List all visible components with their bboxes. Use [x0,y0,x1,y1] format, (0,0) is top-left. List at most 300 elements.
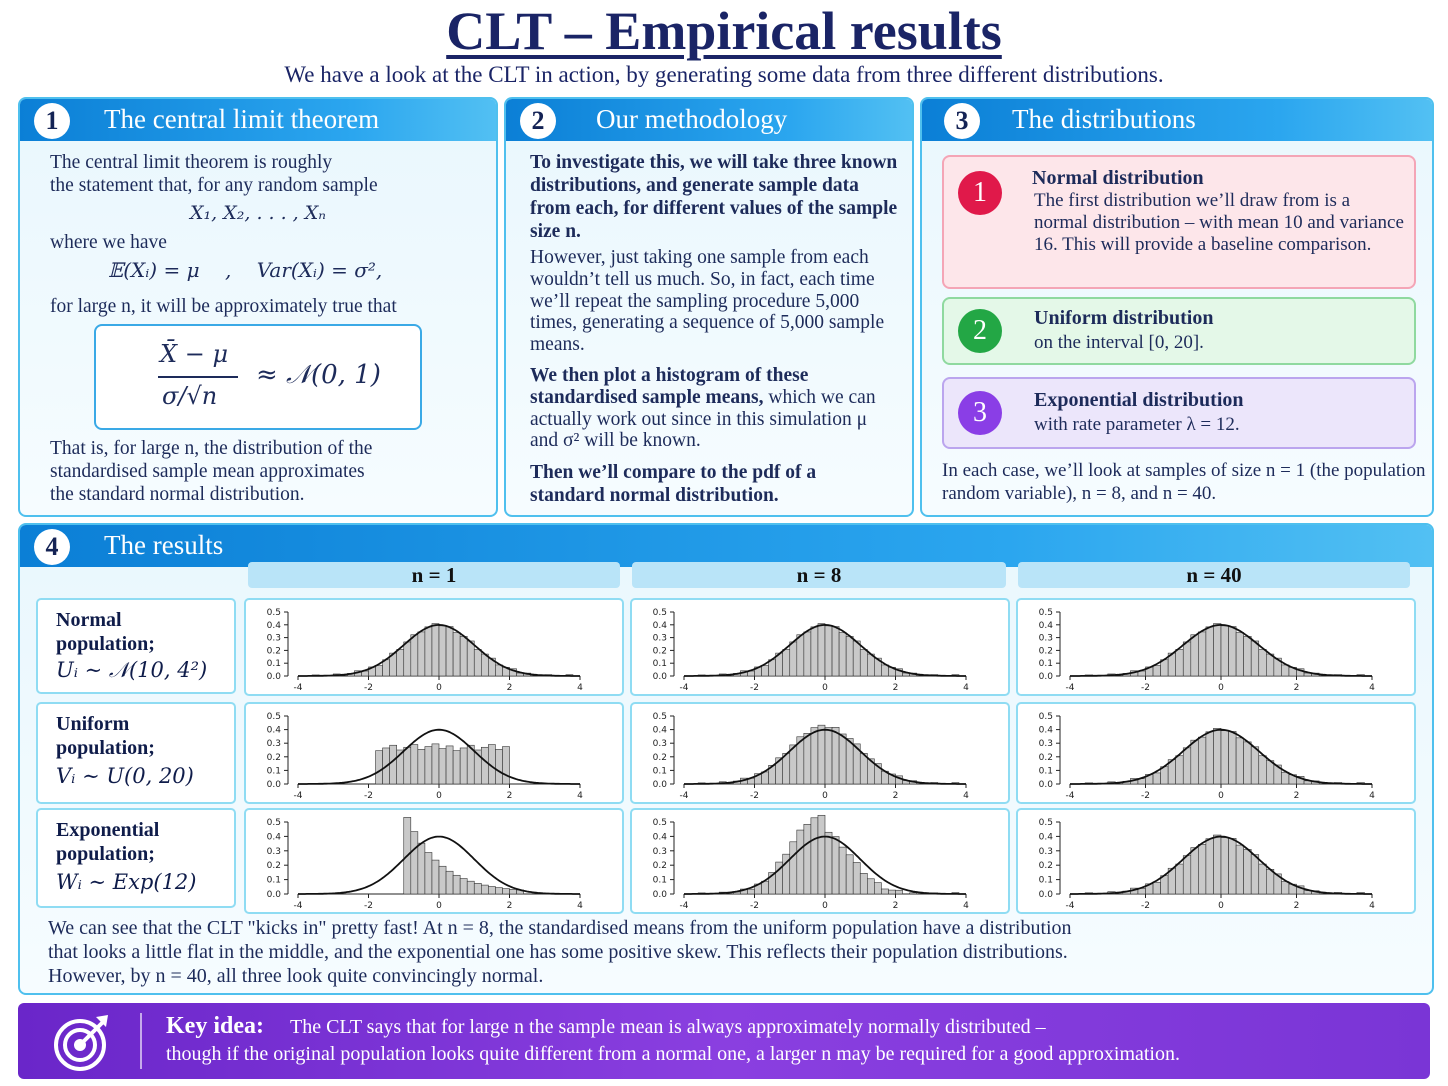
histogram-bar [1221,626,1229,676]
histogram-bar [867,879,874,894]
plot-exponential-n1 [244,808,624,914]
formula-denominator: σ/√n [162,382,218,410]
histogram-bar [1244,636,1252,676]
histogram-bar [747,889,754,894]
dist-uniform-badge: 2 [958,309,1002,353]
histogram-bar [1161,660,1169,676]
x-tick-label: 4 [963,791,969,801]
panel-title: The central limit theorem [104,104,380,134]
panel-clt [18,97,498,517]
results-summary-1: We can see that the CLT "kicks in" pretty fast! At n = 8, the standardised means from the uniform population have a distribution [48,917,1072,939]
column-header-n1: n = 1 [248,562,620,588]
histogram-bar [846,636,853,676]
histogram-bar [811,627,818,676]
histogram-bar [804,632,811,676]
y-tick-label: 0.0 [266,890,281,900]
y-tick-label: 0.5 [266,712,281,722]
y-tick-label: 0.2 [266,646,281,657]
x-tick-label: -2 [1141,791,1150,801]
row-label-normal [36,598,236,694]
x-tick-label: 2 [506,901,513,911]
y-tick-label: 0.3 [1038,846,1053,857]
histogram-bar [797,635,804,676]
histogram-bar [439,749,446,784]
panel-header [922,99,1432,141]
plot-normal-n1 [244,598,624,696]
histogram-svg [1018,704,1414,802]
histogram-bar [1244,849,1252,894]
dist-exponential-title: Exponential distribution [1034,389,1244,411]
y-tick-label: 0.2 [266,861,281,872]
dist-exponential-text: with rate parameter λ = 12. [1034,414,1240,435]
histogram-bar [432,624,439,676]
histogram-bar [1176,864,1184,894]
histogram-bar [481,654,488,676]
histogram-bar [1281,882,1289,894]
histogram-bar [453,751,460,784]
histogram-bar [1259,864,1267,894]
row-label-formula: Vᵢ ∼ U(0, 20) [56,764,194,788]
x-tick-label: 2 [1293,901,1300,911]
histogram-bar [495,888,502,894]
histogram-bar [1153,666,1161,676]
histogram-bar [1153,882,1161,894]
x-tick-label: -4 [679,901,689,911]
row-label-sub: population; [56,843,155,865]
y-tick-label: 0.4 [1038,832,1053,843]
histogram-bar [397,649,404,676]
column-header-n8: n = 8 [632,562,1006,588]
histogram-bar [818,815,825,894]
histogram-bar [1281,772,1289,784]
x-tick-label: -2 [364,683,373,693]
histogram-svg [632,704,1008,802]
x-tick-label: 0 [1218,791,1224,801]
histogram-bar [1183,856,1191,894]
histogram-bar [1206,732,1214,784]
row-label-sub: population; [56,633,155,655]
histogram-bar [1236,845,1244,894]
y-tick-label: 0.2 [652,646,667,657]
x-tick-label: -2 [1141,683,1150,693]
histogram-bar [1229,627,1237,676]
histogram-bar [1198,737,1206,784]
histogram-bar [404,747,411,784]
histogram-bar [425,627,432,676]
page-title: CLT – Empirical results [446,1,1002,61]
target-icon [50,1009,114,1073]
y-tick-label: 0.0 [1038,672,1053,682]
x-tick-label: 0 [1218,901,1224,911]
clt-text-2a: That is, for large n, the distribution of the [50,438,373,459]
formula-fraction-bar [158,376,238,378]
y-tick-label: 0.1 [652,659,667,670]
y-tick-label: 0.3 [266,739,281,750]
histogram-bar [1229,838,1237,894]
histogram-bar [881,665,888,676]
histogram-svg [246,600,622,694]
x-tick-label: -4 [679,791,689,801]
y-tick-label: 0.0 [1038,780,1053,790]
method-bold-2: We then plot a histogram of these standardised sample means, [530,365,809,408]
dist-normal-card [942,155,1416,289]
histogram-bar [797,830,804,894]
clt-large-n: for large n, it will be approximately true that [50,296,397,317]
results-summary-2: that looks a little flat in the middle, and the exponential one has some positive skew. This reflects their population distributions. [48,941,1068,963]
y-tick-label: 0.2 [266,752,281,763]
plot-normal-n40 [1016,598,1416,696]
histogram-bar [432,860,439,894]
histogram-bar [853,863,860,894]
key-idea-label: Key idea: [166,1013,264,1039]
histogram-bar [860,873,867,894]
y-tick-label: 0.1 [266,875,281,886]
histogram-bar [1251,641,1259,676]
column-header-n40: n = 40 [1018,562,1410,588]
histogram-bar [832,627,839,676]
x-tick-label: 2 [506,791,513,801]
y-tick-label: 0.2 [1038,646,1053,657]
histogram-bar [390,745,397,784]
histogram-bar [832,837,839,894]
histogram-bar [411,832,418,894]
x-tick-label: -4 [293,683,303,693]
histogram-bar [446,627,453,676]
row-label-title: Exponential [56,819,160,841]
y-tick-label: 0.1 [1038,659,1053,670]
key-idea-line2: though if the original population looks quite different from a normal one, a larger n may be required for a good approximation. [166,1043,1180,1065]
y-tick-label: 0.1 [1038,875,1053,886]
section-number-badge: 2 [520,103,556,139]
panel-methodology [504,97,914,517]
histogram-bar [1281,665,1289,676]
clt-formula-box [94,324,422,430]
panel-header [506,99,912,141]
y-tick-label: 0.3 [1038,633,1053,644]
x-tick-label: -2 [1141,901,1150,911]
y-tick-label: 0.5 [1038,818,1053,828]
histogram-svg [246,704,622,802]
method-text-1: However, just taking one sample from each wouldn’t tell us much. So, in fact, each time we’ll repeat the sampling procedure 5,000 times, generating a sequence of 5,000 sample means. [530,247,885,356]
plot-uniform-n8 [630,702,1010,804]
histogram-bar [502,889,509,894]
histogram-bar [474,883,481,894]
y-tick-label: 0.5 [1038,712,1053,722]
y-tick-label: 0.1 [652,875,667,886]
x-tick-label: 2 [892,683,899,693]
histogram-bar [1198,844,1206,894]
key-idea-line1: The CLT says that for large n the sample mean is always approximately normally distributed – [290,1016,1046,1038]
histogram-bar [818,624,825,676]
plot-uniform-n1 [244,702,624,804]
page-subtitle: We have a look at the CLT in action, by generating some data from three different distributions. [284,62,1164,87]
histogram-bar [467,881,474,894]
histogram-bar [888,890,895,894]
histogram-bar [825,832,832,894]
histogram-bar [404,642,411,676]
histogram-bar [1213,728,1221,784]
histogram-bar [1266,761,1274,784]
x-tick-label: 2 [506,683,513,693]
x-tick-label: 2 [1293,683,1300,693]
y-tick-label: 0.1 [266,766,281,777]
row-label-formula: Uᵢ ∼ 𝒩(10, 4²) [56,658,208,682]
y-tick-label: 0.4 [1038,620,1053,631]
x-tick-label: -2 [750,791,759,801]
method-text-2 [530,365,900,452]
section-number-badge: 1 [34,103,70,139]
section-number-badge: 4 [34,529,70,565]
dist-uniform-card [942,297,1416,365]
clt-text-1a: The central limit theorem is roughly [50,152,333,173]
histogram-bar [1176,649,1184,676]
x-tick-label: 0 [822,683,828,693]
x-tick-label: 4 [577,791,583,801]
dist-normal-text: The first distribution we’ll draw from is a normal distribution – with mean 10 and variance 16. This will provide a baseline comparison. [1034,190,1404,255]
row-label-uniform [36,702,236,804]
x-tick-label: -4 [1065,791,1075,801]
y-tick-label: 0.2 [1038,861,1053,872]
histogram-bar [418,843,425,894]
row-label-exponential [36,808,236,908]
y-tick-label: 0.4 [266,620,281,631]
histogram-bar [825,626,832,676]
histogram-bar [783,753,790,784]
key-divider [140,1013,142,1069]
histogram-bar [376,666,383,676]
x-tick-label: 2 [1293,791,1300,801]
y-tick-label: 0.4 [652,725,667,736]
histogram-bar [1191,740,1199,784]
histogram-bar [453,633,460,676]
histogram-bar [832,727,839,784]
x-tick-label: -4 [679,683,689,693]
clt-sample-formula: X₁, X₂, . . . , Xₙ [190,202,326,224]
dist-exponential-card [942,377,1416,449]
key-idea-banner [18,1003,1430,1079]
x-tick-label: 0 [1218,683,1224,693]
histogram-bar [1206,839,1214,894]
histogram-bar [439,866,446,894]
histogram-bar [474,649,481,676]
section-number-badge: 3 [944,103,980,139]
histogram-bar [432,744,439,784]
histogram-svg [246,810,622,912]
histogram-bar [1259,649,1267,676]
histogram-bar [460,748,467,784]
histogram-bar [874,883,881,894]
histogram-bar [446,746,453,784]
x-tick-label: -2 [750,901,759,911]
histogram-bar [411,635,418,676]
histogram-bar [495,665,502,676]
formula-approx: ≈ 𝒩(0, 1) [256,360,381,390]
histogram-bar [1191,635,1199,676]
y-tick-label: 0.0 [1038,890,1053,900]
x-tick-label: 0 [436,791,442,801]
y-tick-label: 0.4 [266,725,281,736]
y-tick-label: 0.5 [1038,608,1053,618]
panel-title: The results [104,530,224,560]
y-tick-label: 0.5 [266,818,281,828]
row-label-title: Normal [56,609,122,631]
y-tick-label: 0.0 [652,890,667,900]
histogram-bar [481,747,488,784]
dist-uniform-text: on the interval [0, 20]. [1034,332,1204,353]
histogram-bar [481,885,488,894]
histogram-bar [839,633,846,676]
histogram-bar [846,738,853,784]
y-tick-label: 0.3 [652,739,667,750]
histogram-bar [425,853,432,894]
dist-normal-title: Normal distribution [1032,167,1204,189]
histogram-bar [818,725,825,784]
clt-expectation-formula: 𝔼(Xᵢ) = μ , Var(Xᵢ) = σ², [108,258,383,282]
histogram-bar [853,641,860,676]
clt-text-1b: the statement that, for any random sample [50,175,378,196]
row-label-sub: population; [56,737,155,759]
panel-distributions [920,97,1434,517]
histogram-bar [896,890,903,894]
histogram-bar [1213,624,1221,676]
y-tick-label: 0.3 [1038,739,1053,750]
method-bold-3: Then we’ll compare to the pdf of a standard normal distribution. [530,462,817,506]
histogram-bar [453,875,460,894]
histogram-bar [811,818,818,894]
plot-exponential-n40 [1016,808,1416,914]
histogram-bar [860,753,867,784]
y-tick-label: 0.4 [1038,725,1053,736]
panel-title: The distributions [1012,104,1196,134]
histogram-bar [860,649,867,676]
histogram-bar [1161,876,1169,894]
x-tick-label: 4 [1369,901,1375,911]
x-tick-label: 4 [1369,683,1375,693]
histogram-bar [425,747,432,784]
y-tick-label: 0.3 [266,633,281,644]
histogram-bar [804,824,811,894]
plot-exponential-n8 [630,808,1010,914]
histogram-bar [1266,869,1274,894]
dist-exponential-badge: 3 [958,391,1002,435]
histogram-bar [418,632,425,676]
x-tick-label: 4 [577,683,583,693]
panel-header [20,99,496,141]
histogram-bar [790,642,797,676]
x-tick-label: -2 [364,791,373,801]
histogram-bar [1251,855,1259,894]
histogram-bar [910,893,917,894]
histogram-bar [825,728,832,784]
y-tick-label: 0.3 [652,846,667,857]
y-tick-label: 0.0 [266,780,281,790]
y-tick-label: 0.2 [652,861,667,872]
x-tick-label: 2 [892,901,899,911]
histogram-bar [376,751,383,784]
histogram-bar [411,745,418,784]
histogram-bar [418,749,425,784]
histogram-svg [1018,810,1414,912]
formula-numerator: X̄ − μ [160,340,229,368]
y-tick-label: 0.0 [266,672,281,682]
y-tick-label: 0.4 [652,620,667,631]
histogram-bar [495,749,502,784]
x-tick-label: 4 [963,901,969,911]
x-tick-label: -4 [293,791,303,801]
clt-text-2b: standardised sample mean approximates [50,461,365,482]
x-tick-label: 4 [963,683,969,693]
histogram-bar [1191,848,1199,894]
histogram-svg [632,810,1008,912]
y-tick-label: 0.3 [266,846,281,857]
histogram-bar [439,626,446,676]
histogram-bar [460,636,467,676]
y-tick-label: 0.1 [1038,766,1053,777]
histogram-bar [383,660,390,676]
dist-uniform-title: Uniform distribution [1034,307,1214,329]
dist-normal-badge: 1 [958,171,1002,215]
clt-where: where we have [50,232,167,253]
histogram-bar [1161,767,1169,784]
x-tick-label: 4 [577,901,583,911]
y-tick-label: 0.4 [266,832,281,843]
histogram-bar [811,728,818,784]
row-label-formula: Wᵢ ∼ Exp(12) [56,870,197,894]
histogram-bar [846,855,853,894]
histogram-bar [1236,738,1244,784]
histogram-bar [804,733,811,784]
y-tick-label: 0.5 [652,818,667,828]
method-text-2-rest: which we can actually work out since in this simulation μ and σ² will be known. [530,386,876,452]
histogram-svg [1018,600,1414,694]
x-tick-label: -4 [293,901,303,911]
histogram-bar [1183,642,1191,676]
y-tick-label: 0.1 [652,766,667,777]
histogram-bar [1213,835,1221,894]
histogram-bar [1229,731,1237,784]
histogram-bar [762,881,769,894]
histogram-bar [790,842,797,894]
x-tick-label: 0 [436,683,442,693]
histogram-bar [762,666,769,676]
histogram-bar [1221,838,1229,894]
y-tick-label: 0.4 [652,832,667,843]
histogram-bar [460,879,467,894]
histogram-bar [1206,627,1214,676]
histogram-bar [1266,654,1274,676]
x-tick-label: 4 [1369,791,1375,801]
histogram-bar [783,649,790,676]
x-tick-label: 0 [436,901,442,911]
histogram-bar [1198,632,1206,676]
y-tick-label: 0.0 [652,780,667,790]
histogram-bar [881,889,888,894]
row-label-title: Uniform [56,713,130,735]
histogram-bar [488,887,495,894]
dist-footnote: In each case, we’ll look at samples of size n = 1 (the population random variable), n = 8, and n = 40. [942,460,1426,504]
x-tick-label: 2 [892,791,899,801]
histogram-bar [502,747,509,784]
histogram-bar [1221,731,1229,784]
histogram-bar [1183,748,1191,784]
histogram-bar [839,847,846,894]
y-tick-label: 0.3 [652,633,667,644]
y-tick-label: 0.0 [652,672,667,682]
x-tick-label: -2 [364,901,373,911]
histogram-bar [446,871,453,894]
plot-uniform-n40 [1016,702,1416,804]
histogram-bar [769,660,776,676]
